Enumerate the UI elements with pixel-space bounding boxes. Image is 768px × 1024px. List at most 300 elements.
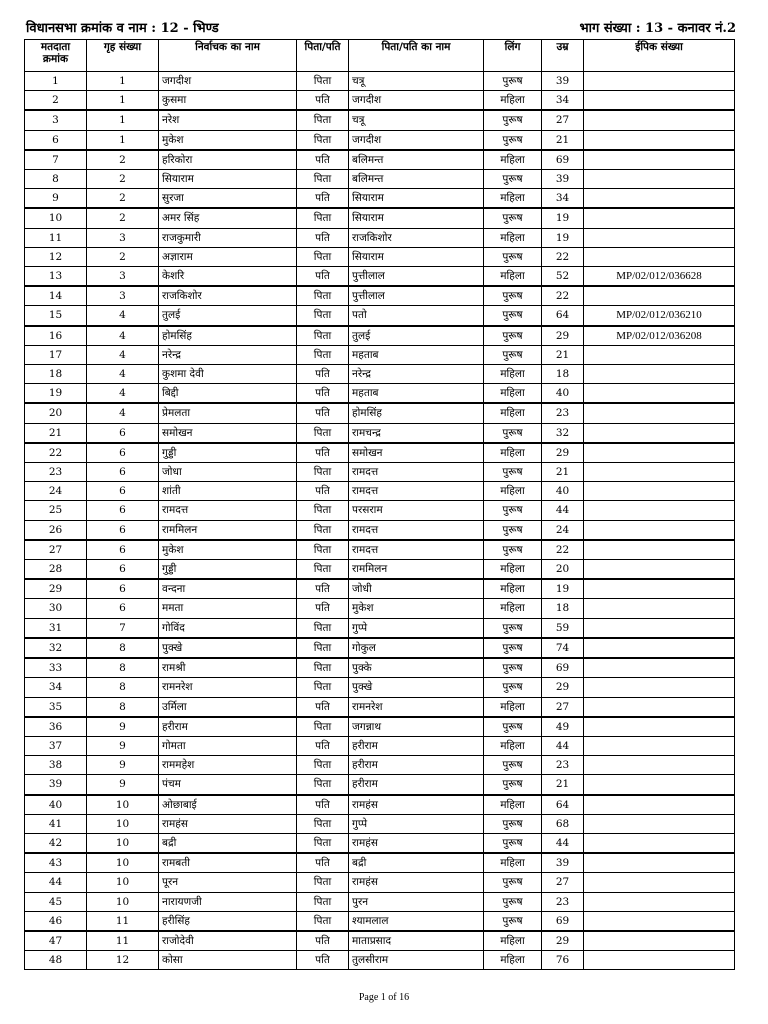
- cell-voter-number: 28: [25, 560, 87, 580]
- cell-relation-type: पिता: [297, 892, 349, 911]
- cell-elector-name: मुकेश: [159, 130, 297, 150]
- cell-epic-number: [584, 873, 735, 892]
- cell-elector-name: राजकिशोर: [159, 286, 297, 306]
- cell-voter-number: 45: [25, 892, 87, 911]
- table-row: [25, 189, 735, 209]
- cell-epic-number: [584, 892, 735, 911]
- cell-voter-number: 11: [25, 228, 87, 247]
- cell-house-number: 12: [87, 951, 159, 970]
- cell-voter-number: 42: [25, 833, 87, 853]
- cell-epic-number: [584, 403, 735, 423]
- cell-voter-number: 2: [25, 91, 87, 111]
- cell-gender: पुरूष: [484, 72, 542, 91]
- table-row: [25, 775, 735, 795]
- cell-epic-number: [584, 463, 735, 482]
- cell-relation-type: पिता: [297, 638, 349, 658]
- cell-voter-number: 41: [25, 814, 87, 833]
- table-row: [25, 814, 735, 833]
- cell-house-number: 4: [87, 403, 159, 423]
- cell-relative-name: चत्रू: [349, 110, 484, 130]
- column-header-epic-number: ईपिक संख्या: [584, 40, 735, 72]
- cell-gender: पुरूष: [484, 892, 542, 911]
- table-row: [25, 91, 735, 111]
- cell-relation-type: पति: [297, 697, 349, 717]
- cell-epic-number: [584, 678, 735, 697]
- cell-age: 18: [542, 365, 584, 384]
- cell-house-number: 7: [87, 618, 159, 638]
- cell-voter-number: 35: [25, 697, 87, 717]
- cell-epic-number: [584, 853, 735, 873]
- cell-house-number: 6: [87, 482, 159, 501]
- part-number-label: भाग संख्या : 13 - कनावर नं.2: [579, 21, 736, 36]
- table-row: [25, 228, 735, 247]
- table-row: [25, 951, 735, 970]
- table-row: [25, 384, 735, 404]
- cell-gender: महिला: [484, 853, 542, 873]
- cell-relative-name: पतो: [349, 306, 484, 326]
- cell-gender: महिला: [484, 150, 542, 170]
- cell-relative-name: रामहंस: [349, 833, 484, 853]
- cell-relation-type: पिता: [297, 286, 349, 306]
- cell-house-number: 2: [87, 247, 159, 266]
- table-row: [25, 150, 735, 170]
- cell-voter-number: 37: [25, 736, 87, 755]
- cell-age: 23: [542, 756, 584, 775]
- table-row: [25, 853, 735, 873]
- cell-age: 19: [542, 208, 584, 228]
- cell-gender: महिला: [484, 189, 542, 209]
- cell-house-number: 6: [87, 463, 159, 482]
- cell-relative-name: हरीराम: [349, 756, 484, 775]
- cell-gender: पुरूष: [484, 247, 542, 266]
- cell-house-number: 8: [87, 658, 159, 678]
- cell-relation-type: पिता: [297, 345, 349, 364]
- cell-gender: पुरूष: [484, 345, 542, 364]
- cell-house-number: 1: [87, 91, 159, 111]
- cell-house-number: 3: [87, 228, 159, 247]
- cell-house-number: 6: [87, 560, 159, 580]
- cell-age: 23: [542, 403, 584, 423]
- cell-elector-name: अमर सिंह: [159, 208, 297, 228]
- cell-age: 32: [542, 423, 584, 443]
- cell-gender: पुरूष: [484, 717, 542, 737]
- cell-house-number: 9: [87, 756, 159, 775]
- cell-epic-number: [584, 697, 735, 717]
- cell-voter-number: 20: [25, 403, 87, 423]
- cell-relative-name: महताब: [349, 384, 484, 404]
- table-row: [25, 130, 735, 150]
- table-row: [25, 618, 735, 638]
- table-row: [25, 678, 735, 697]
- cell-relation-type: पति: [297, 579, 349, 599]
- cell-relative-name: मुकेश: [349, 599, 484, 618]
- cell-voter-number: 29: [25, 579, 87, 599]
- cell-age: 27: [542, 110, 584, 130]
- cell-gender: महिला: [484, 365, 542, 384]
- cell-age: 39: [542, 170, 584, 189]
- cell-gender: महिला: [484, 579, 542, 599]
- table-row: [25, 756, 735, 775]
- cell-elector-name: वन्दना: [159, 579, 297, 599]
- cell-elector-name: रामदत्त: [159, 501, 297, 520]
- cell-relative-name: रामचन्द्र: [349, 423, 484, 443]
- cell-relation-type: पिता: [297, 756, 349, 775]
- cell-age: 40: [542, 482, 584, 501]
- cell-relative-name: पुत्तीलाल: [349, 267, 484, 287]
- table-row: [25, 892, 735, 911]
- cell-relative-name: नरेन्द्र: [349, 365, 484, 384]
- cell-epic-number: [584, 795, 735, 815]
- cell-age: 34: [542, 91, 584, 111]
- cell-relative-name: रामहंस: [349, 873, 484, 892]
- column-header-elector-name: निर्वाचक का नाम: [159, 40, 297, 72]
- cell-voter-number: 32: [25, 638, 87, 658]
- cell-relation-type: पति: [297, 91, 349, 111]
- cell-voter-number: 34: [25, 678, 87, 697]
- column-header-age: उम्र: [542, 40, 584, 72]
- cell-gender: पुरूष: [484, 756, 542, 775]
- cell-age: 69: [542, 658, 584, 678]
- cell-gender: महिला: [484, 795, 542, 815]
- cell-age: 29: [542, 678, 584, 697]
- cell-elector-name: हरीराम: [159, 717, 297, 737]
- cell-age: 69: [542, 150, 584, 170]
- cell-elector-name: राममहेश: [159, 756, 297, 775]
- table-row: [25, 931, 735, 951]
- cell-house-number: 3: [87, 267, 159, 287]
- cell-epic-number: [584, 951, 735, 970]
- cell-relation-type: पिता: [297, 775, 349, 795]
- cell-voter-number: 14: [25, 286, 87, 306]
- cell-epic-number: [584, 579, 735, 599]
- table-row: [25, 540, 735, 560]
- cell-relative-name: सियाराम: [349, 247, 484, 266]
- cell-gender: पुरूष: [484, 306, 542, 326]
- cell-elector-name: समोखन: [159, 423, 297, 443]
- table-header: [25, 40, 735, 72]
- cell-voter-number: 9: [25, 189, 87, 209]
- table-row: [25, 345, 735, 364]
- cell-voter-number: 38: [25, 756, 87, 775]
- cell-elector-name: पंचम: [159, 775, 297, 795]
- table-row: [25, 873, 735, 892]
- cell-epic-number: [584, 717, 735, 737]
- cell-relative-name: पुक्खे: [349, 678, 484, 697]
- cell-epic-number: [584, 189, 735, 209]
- cell-relative-name: होमसिंह: [349, 403, 484, 423]
- cell-house-number: 8: [87, 638, 159, 658]
- cell-house-number: 4: [87, 384, 159, 404]
- cell-epic-number: [584, 501, 735, 520]
- cell-relation-type: पति: [297, 267, 349, 287]
- cell-epic-number: [584, 208, 735, 228]
- cell-house-number: 2: [87, 189, 159, 209]
- cell-relation-type: पिता: [297, 306, 349, 326]
- table-row: [25, 267, 735, 287]
- cell-house-number: 1: [87, 130, 159, 150]
- cell-house-number: 6: [87, 443, 159, 463]
- cell-voter-number: 6: [25, 130, 87, 150]
- cell-gender: महिला: [484, 91, 542, 111]
- cell-age: 23: [542, 892, 584, 911]
- cell-relative-name: राममिलन: [349, 560, 484, 580]
- cell-age: 59: [542, 618, 584, 638]
- cell-voter-number: 23: [25, 463, 87, 482]
- cell-relative-name: महताब: [349, 345, 484, 364]
- cell-house-number: 2: [87, 208, 159, 228]
- table-row: [25, 795, 735, 815]
- cell-age: 29: [542, 326, 584, 346]
- cell-voter-number: 31: [25, 618, 87, 638]
- cell-elector-name: राजोदेवी: [159, 931, 297, 951]
- table-row: [25, 697, 735, 717]
- cell-voter-number: 43: [25, 853, 87, 873]
- cell-elector-name: पुक्खे: [159, 638, 297, 658]
- cell-gender: पुरूष: [484, 520, 542, 540]
- cell-age: 22: [542, 247, 584, 266]
- cell-voter-number: 21: [25, 423, 87, 443]
- cell-house-number: 1: [87, 72, 159, 91]
- cell-gender: पुरूष: [484, 658, 542, 678]
- cell-gender: पुरूष: [484, 423, 542, 443]
- cell-relation-type: पिता: [297, 326, 349, 346]
- cell-age: 44: [542, 833, 584, 853]
- cell-relative-name: पुक्के: [349, 658, 484, 678]
- cell-epic-number: [584, 775, 735, 795]
- cell-gender: महिला: [484, 560, 542, 580]
- cell-relation-type: पिता: [297, 618, 349, 638]
- cell-age: 69: [542, 911, 584, 931]
- page-footer: Page 1 of 16: [358, 992, 410, 1003]
- cell-age: 29: [542, 443, 584, 463]
- cell-relation-type: पति: [297, 736, 349, 755]
- cell-elector-name: सियाराम: [159, 170, 297, 189]
- cell-house-number: 6: [87, 540, 159, 560]
- cell-house-number: 2: [87, 150, 159, 170]
- cell-relation-type: पति: [297, 599, 349, 618]
- cell-relation-type: पिता: [297, 658, 349, 678]
- cell-relative-name: सियाराम: [349, 189, 484, 209]
- cell-elector-name: केशरि: [159, 267, 297, 287]
- cell-age: 29: [542, 931, 584, 951]
- cell-gender: पुरूष: [484, 326, 542, 346]
- column-header-gender: लिंग: [484, 40, 542, 72]
- cell-elector-name: कुसमा: [159, 91, 297, 111]
- table-row: [25, 423, 735, 443]
- cell-relative-name: हरीराम: [349, 775, 484, 795]
- cell-house-number: 4: [87, 326, 159, 346]
- cell-voter-number: 46: [25, 911, 87, 931]
- cell-elector-name: रामहंस: [159, 814, 297, 833]
- cell-voter-number: 12: [25, 247, 87, 266]
- column-header-relative-name: पिता/पति का नाम: [349, 40, 484, 72]
- cell-relation-type: पिता: [297, 560, 349, 580]
- cell-house-number: 10: [87, 833, 159, 853]
- cell-relation-type: पति: [297, 403, 349, 423]
- cell-voter-number: 30: [25, 599, 87, 618]
- cell-elector-name: बद्री: [159, 833, 297, 853]
- cell-relative-name: गुप्पे: [349, 814, 484, 833]
- cell-elector-name: गोविंद: [159, 618, 297, 638]
- cell-elector-name: जोधा: [159, 463, 297, 482]
- cell-elector-name: उर्मिला: [159, 697, 297, 717]
- cell-elector-name: नरेन्द्र: [159, 345, 297, 364]
- cell-elector-name: राममिलन: [159, 520, 297, 540]
- cell-elector-name: राजकुमारी: [159, 228, 297, 247]
- cell-age: 74: [542, 638, 584, 658]
- cell-relative-name: जगन्नाथ: [349, 717, 484, 737]
- column-header-relation-type: पिता/पति: [297, 40, 349, 72]
- cell-relation-type: पति: [297, 365, 349, 384]
- table-row: [25, 326, 735, 346]
- cell-elector-name: होमसिंह: [159, 326, 297, 346]
- cell-elector-name: ओछाबाई: [159, 795, 297, 815]
- cell-epic-number: [584, 247, 735, 266]
- cell-voter-number: 16: [25, 326, 87, 346]
- cell-epic-number: [584, 520, 735, 540]
- table-row: [25, 365, 735, 384]
- cell-epic-number: [584, 560, 735, 580]
- cell-age: 21: [542, 345, 584, 364]
- cell-relation-type: पिता: [297, 423, 349, 443]
- cell-gender: महिला: [484, 931, 542, 951]
- cell-voter-number: 24: [25, 482, 87, 501]
- cell-gender: पुरूष: [484, 130, 542, 150]
- cell-epic-number: [584, 345, 735, 364]
- cell-relative-name: जगदीश: [349, 130, 484, 150]
- cell-gender: पुरूष: [484, 540, 542, 560]
- cell-epic-number: [584, 658, 735, 678]
- table-row: [25, 286, 735, 306]
- table-row: [25, 599, 735, 618]
- cell-relation-type: पिता: [297, 463, 349, 482]
- cell-age: 21: [542, 463, 584, 482]
- cell-relation-type: पिता: [297, 170, 349, 189]
- cell-voter-number: 40: [25, 795, 87, 815]
- cell-age: 20: [542, 560, 584, 580]
- cell-voter-number: 10: [25, 208, 87, 228]
- cell-house-number: 4: [87, 365, 159, 384]
- cell-house-number: 10: [87, 873, 159, 892]
- cell-house-number: 8: [87, 697, 159, 717]
- cell-gender: महिला: [484, 384, 542, 404]
- cell-relative-name: रामदत्त: [349, 520, 484, 540]
- cell-gender: महिला: [484, 482, 542, 501]
- cell-house-number: 6: [87, 423, 159, 443]
- cell-relative-name: परसराम: [349, 501, 484, 520]
- cell-house-number: 10: [87, 795, 159, 815]
- table-row: [25, 911, 735, 931]
- cell-age: 19: [542, 579, 584, 599]
- cell-house-number: 2: [87, 170, 159, 189]
- cell-gender: पुरूष: [484, 501, 542, 520]
- cell-age: 21: [542, 775, 584, 795]
- cell-relative-name: गोकुल: [349, 638, 484, 658]
- cell-gender: पुरूष: [484, 873, 542, 892]
- cell-house-number: 6: [87, 520, 159, 540]
- cell-epic-number: MP/02/012/036628: [584, 267, 735, 287]
- cell-gender: पुरूष: [484, 814, 542, 833]
- cell-voter-number: 17: [25, 345, 87, 364]
- cell-house-number: 10: [87, 814, 159, 833]
- table-row: [25, 501, 735, 520]
- cell-elector-name: गुड्डी: [159, 560, 297, 580]
- cell-house-number: 3: [87, 286, 159, 306]
- cell-relative-name: श्यामलाल: [349, 911, 484, 931]
- table-row: [25, 306, 735, 326]
- cell-relation-type: पति: [297, 853, 349, 873]
- column-header-house-number: गृह संख्या: [87, 40, 159, 72]
- cell-voter-number: 39: [25, 775, 87, 795]
- cell-age: 64: [542, 795, 584, 815]
- cell-gender: महिला: [484, 697, 542, 717]
- cell-house-number: 9: [87, 736, 159, 755]
- cell-gender: पुरूष: [484, 208, 542, 228]
- cell-voter-number: 18: [25, 365, 87, 384]
- cell-epic-number: [584, 911, 735, 931]
- cell-relative-name: माताप्रसाद: [349, 931, 484, 951]
- cell-epic-number: [584, 443, 735, 463]
- cell-epic-number: [584, 130, 735, 150]
- cell-age: 22: [542, 286, 584, 306]
- cell-relation-type: पिता: [297, 72, 349, 91]
- cell-relation-type: पिता: [297, 814, 349, 833]
- cell-gender: महिला: [484, 228, 542, 247]
- cell-relation-type: पिता: [297, 110, 349, 130]
- cell-elector-name: नरेश: [159, 110, 297, 130]
- cell-gender: पुरूष: [484, 286, 542, 306]
- cell-age: 68: [542, 814, 584, 833]
- cell-voter-number: 7: [25, 150, 87, 170]
- cell-epic-number: [584, 365, 735, 384]
- cell-epic-number: [584, 72, 735, 91]
- cell-relation-type: पति: [297, 443, 349, 463]
- table-row: [25, 170, 735, 189]
- cell-gender: महिला: [484, 403, 542, 423]
- cell-relation-type: पिता: [297, 540, 349, 560]
- cell-age: 21: [542, 130, 584, 150]
- table-row: [25, 482, 735, 501]
- cell-relative-name: जगदीश: [349, 91, 484, 111]
- cell-age: 44: [542, 501, 584, 520]
- cell-voter-number: 33: [25, 658, 87, 678]
- cell-relative-name: हरीराम: [349, 736, 484, 755]
- cell-age: 40: [542, 384, 584, 404]
- cell-gender: पुरूष: [484, 638, 542, 658]
- cell-house-number: 9: [87, 717, 159, 737]
- voter-list-table: [24, 39, 735, 970]
- cell-elector-name: पूरन: [159, 873, 297, 892]
- cell-age: 39: [542, 853, 584, 873]
- cell-gender: महिला: [484, 736, 542, 755]
- cell-gender: महिला: [484, 599, 542, 618]
- cell-gender: पुरूष: [484, 110, 542, 130]
- cell-house-number: 6: [87, 599, 159, 618]
- cell-relative-name: चत्रू: [349, 72, 484, 91]
- table-row: [25, 579, 735, 599]
- cell-elector-name: कोसा: [159, 951, 297, 970]
- cell-relative-name: रामदत्त: [349, 463, 484, 482]
- cell-elector-name: गोमता: [159, 736, 297, 755]
- cell-epic-number: [584, 423, 735, 443]
- table-row: [25, 247, 735, 266]
- cell-relative-name: रामदत्त: [349, 540, 484, 560]
- table-row: [25, 403, 735, 423]
- cell-elector-name: अज्ञाराम: [159, 247, 297, 266]
- cell-gender: पुरूष: [484, 911, 542, 931]
- cell-house-number: 4: [87, 345, 159, 364]
- cell-relative-name: पुरन: [349, 892, 484, 911]
